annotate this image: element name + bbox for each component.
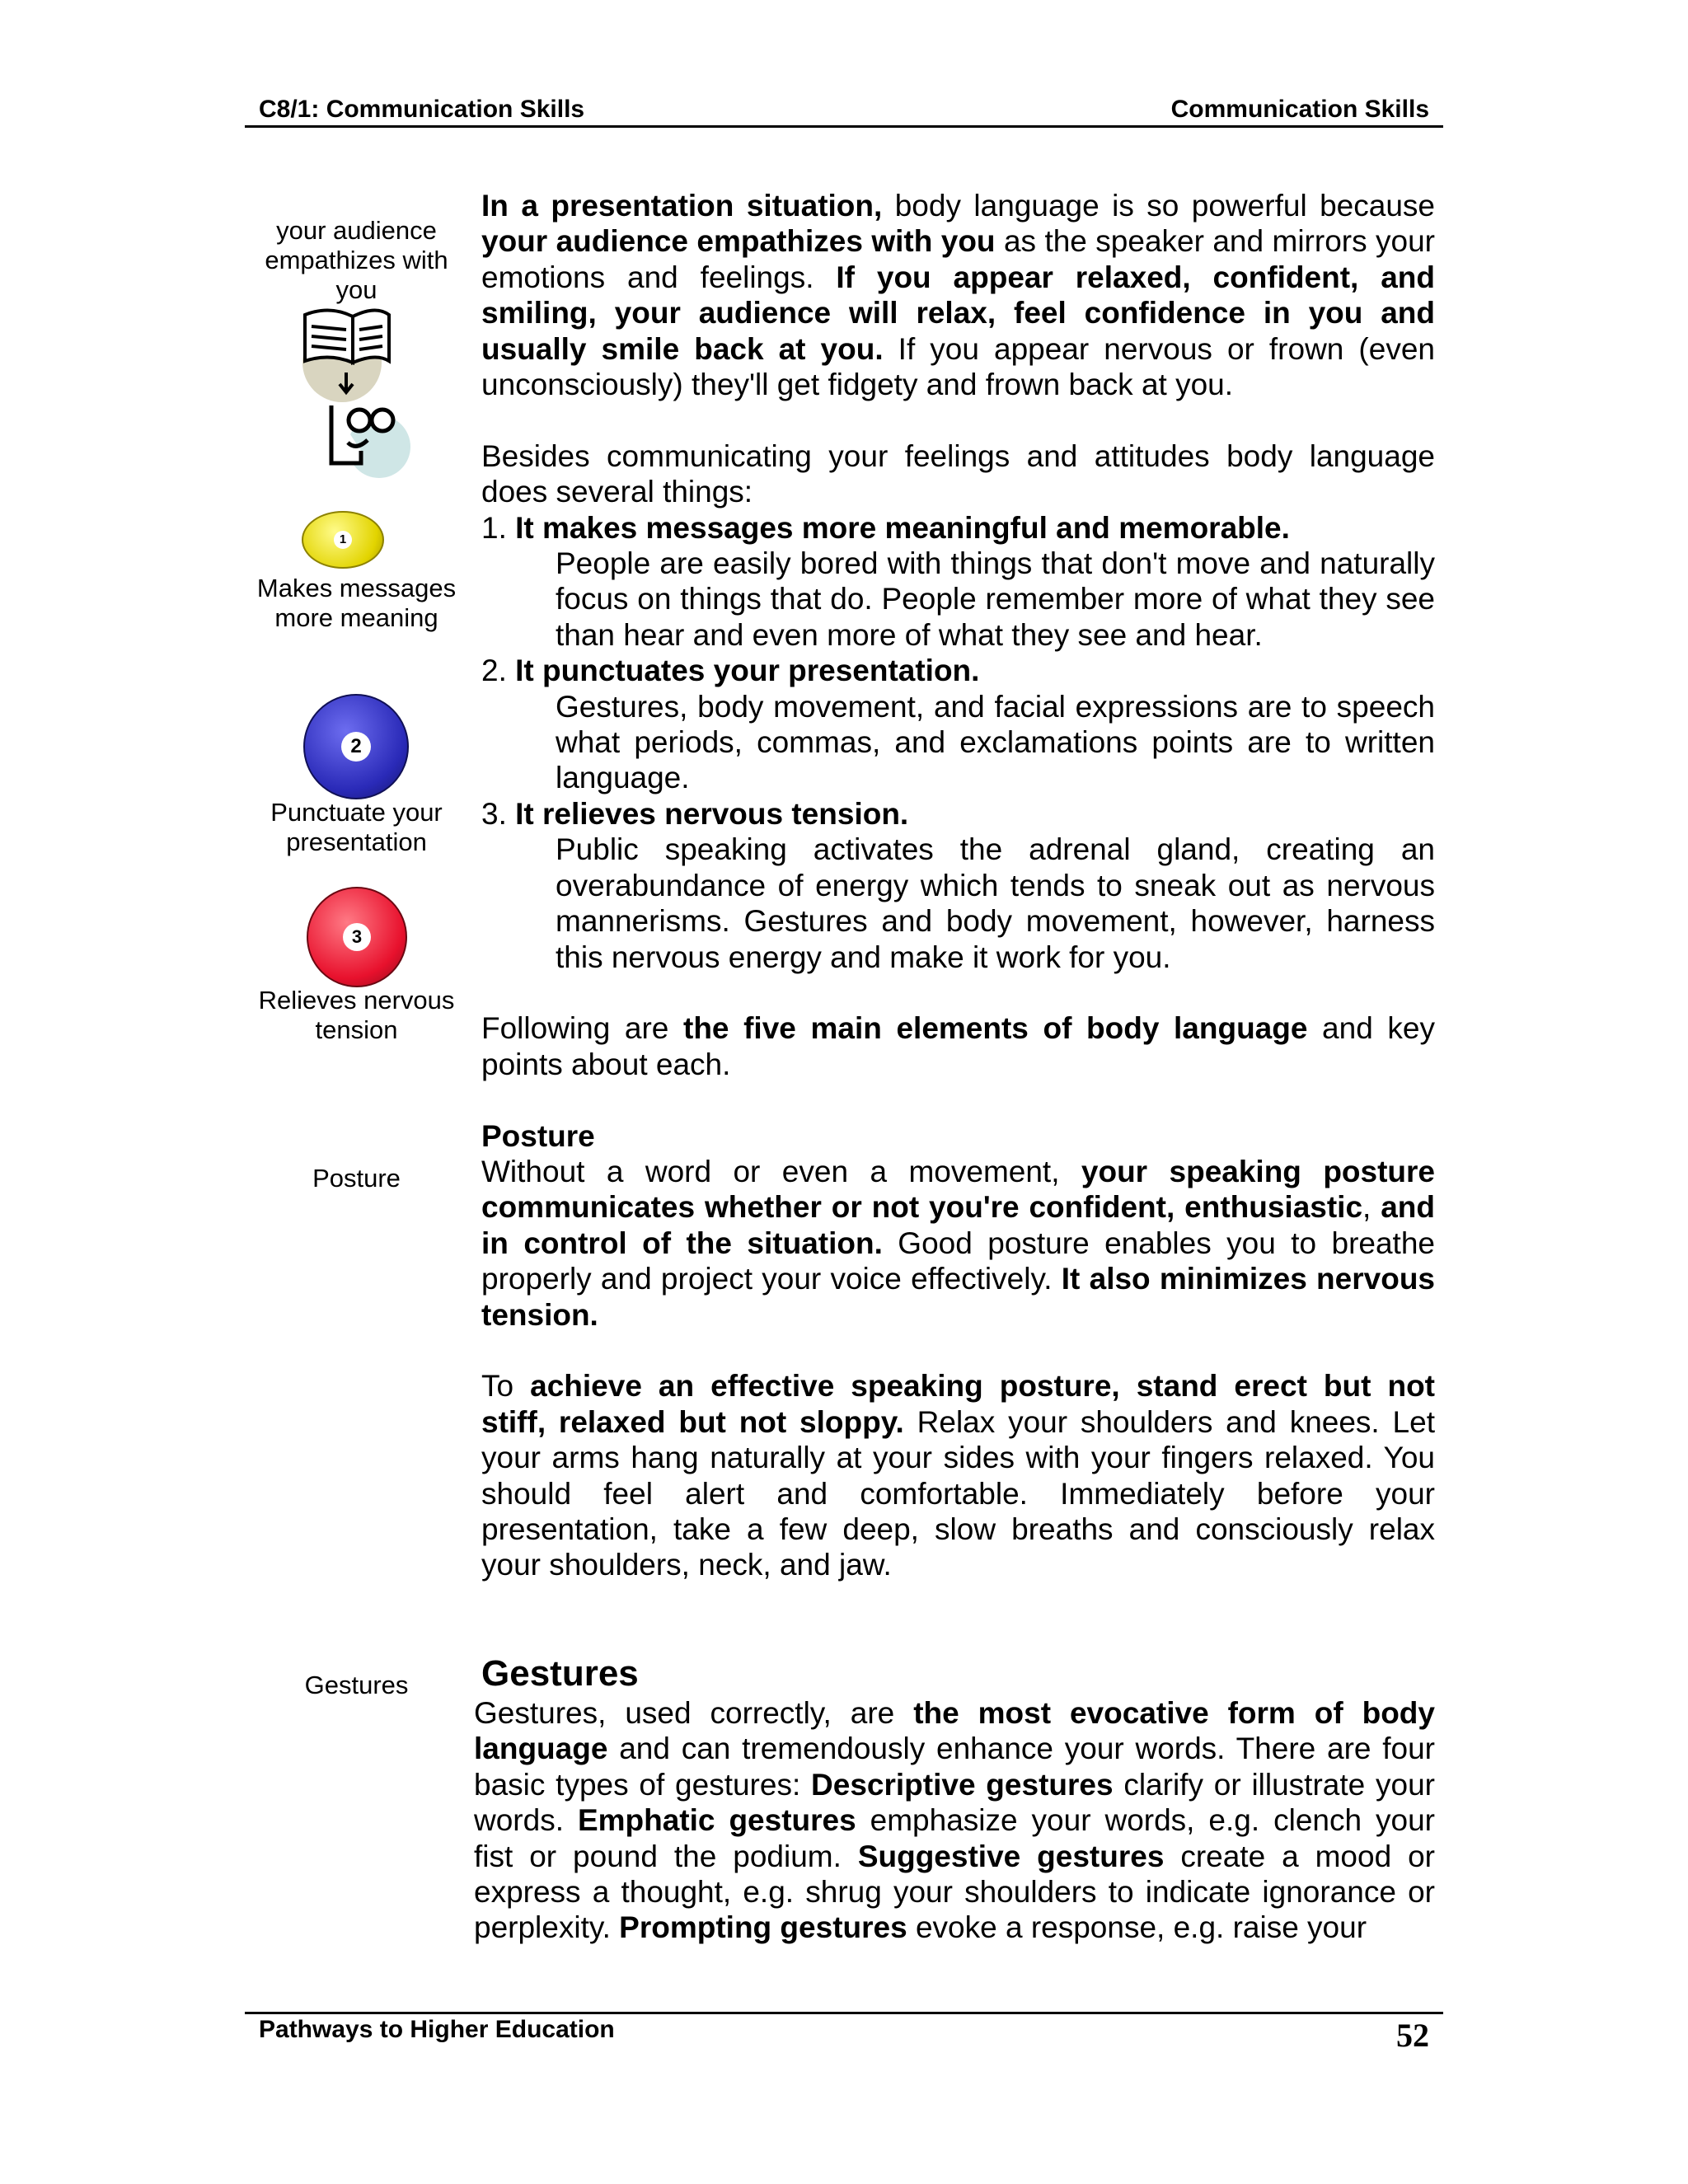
posture-heading: Posture bbox=[481, 1118, 595, 1153]
list-item-3-number: 3. bbox=[481, 796, 516, 831]
bold-run: your audience empathizes with you bbox=[481, 224, 996, 259]
ball-3-number: 3 bbox=[343, 923, 371, 951]
text-run: evoke a response, e.g. raise your bbox=[907, 1910, 1367, 1945]
bold-run: the most evocative form of body language bbox=[474, 1696, 1435, 1766]
list-item-3 bbox=[481, 796, 1435, 975]
text-run: create a mood or express a thought, e.g. shrug your shoulders to indicate ignorance or perplexity. bbox=[474, 1839, 1435, 1945]
bold-run: Prompting gestures bbox=[619, 1910, 907, 1945]
posture-paragraph-1 bbox=[481, 1154, 1435, 1333]
list-item-2-number: 2. bbox=[481, 654, 516, 688]
text-run: , bbox=[1362, 1190, 1381, 1225]
list-item-2-heading: It punctuates your presentation. bbox=[515, 654, 980, 688]
intro-paragraph bbox=[481, 188, 1435, 402]
sidebar-note-empathize: your audience empathizes with you bbox=[265, 216, 448, 304]
list-item-3-text: Public speaking activates the adrenal gland, creating an overabundance of energy which tends to sneak out as nervous mannerisms. Gestures and body movement, however, harness this nervous energy and make it work for you. bbox=[556, 832, 1435, 974]
list-item-2-title bbox=[481, 653, 1435, 688]
book-face-illustration bbox=[297, 298, 412, 488]
ball-1-shape bbox=[302, 511, 384, 569]
text-run: body language is so powerful because bbox=[882, 189, 1435, 223]
text-run: Good posture enables you to breathe properly and project your voice effectively. bbox=[481, 1226, 1435, 1296]
page-number: 52 bbox=[1396, 2017, 1429, 2054]
ball-2 bbox=[303, 694, 409, 799]
ball-2-shape bbox=[303, 694, 409, 799]
ball-3-shape bbox=[307, 887, 407, 987]
gestures-paragraph bbox=[474, 1695, 1435, 1946]
list-item-2 bbox=[481, 653, 1435, 796]
header-rule bbox=[245, 125, 1443, 128]
following-paragraph bbox=[481, 1010, 1435, 1082]
text-run: Without a word or even a movement, bbox=[481, 1154, 1081, 1188]
gestures-heading: Gestures bbox=[481, 1653, 639, 1694]
bold-run: It also minimizes nervous tension. bbox=[481, 1262, 1435, 1332]
ball-2-caption: Punctuate your presentation bbox=[270, 798, 443, 856]
bold-run: achieve an effective speaking posture, stand erect but not stiff, relaxed but not sloppy. bbox=[481, 1369, 1436, 1439]
text-run: and can tremendously enhance your words. There are four basic types of gestures: bbox=[474, 1732, 1435, 1802]
list-item-1-title bbox=[481, 510, 1435, 546]
bold-run: and in control of the situation. bbox=[481, 1190, 1435, 1260]
header-left: C8/1: Communication Skills bbox=[259, 96, 585, 123]
footer-rule bbox=[245, 2012, 1443, 2014]
sidebar-gestures: Gestures bbox=[304, 1671, 409, 1699]
text-run: clarify or illustrate your words. bbox=[474, 1767, 1435, 1838]
ball-3-caption: Relieves nervous tension bbox=[258, 986, 455, 1044]
list-item-3-heading: It relieves nervous tension. bbox=[515, 796, 909, 831]
bold-run: In a presentation situation, bbox=[481, 189, 883, 223]
sidebar-posture: Posture bbox=[312, 1164, 401, 1193]
ball-1-caption: Makes messages more meaning bbox=[256, 574, 457, 632]
text-run: as the speaker and mirrors your emotions and feelings. bbox=[481, 224, 1435, 294]
bold-run: Descriptive gestures bbox=[811, 1767, 1114, 1802]
text-run: emphasize your words, e.g. clench your fist or pound the podium. bbox=[474, 1803, 1435, 1873]
list-item-1 bbox=[481, 510, 1435, 654]
text-run: Gestures, used correctly, are bbox=[474, 1696, 914, 1730]
header-right: Communication Skills bbox=[1170, 96, 1429, 123]
text-run: If you appear nervous or frown (even unconsciously) they'll get fidgety and frown back at you. bbox=[481, 331, 1435, 402]
list-item-1-text: People are easily bored with things that don't move and naturally focus on things that do. People remember more of what they see than hear and even more of what they see and hear. bbox=[556, 546, 1435, 652]
bold-run: Suggestive gestures bbox=[857, 1839, 1165, 1873]
bold-run: the five main elements of body language bbox=[683, 1011, 1308, 1046]
things-paragraph: Besides communicating your feelings and attitudes body language does several things: bbox=[481, 438, 1435, 509]
main-content bbox=[481, 188, 1435, 1583]
text-run: and key points about each. bbox=[481, 1011, 1435, 1081]
ball-1-number: 1 bbox=[334, 531, 352, 549]
list-item-1-heading: It makes messages more meaningful and memorable. bbox=[515, 510, 1290, 545]
gestures-content bbox=[474, 1695, 1435, 1946]
list-item-2-text: Gestures, body movement, and facial expressions are to speech what periods, commas, and exclamations points are to written language. bbox=[556, 689, 1435, 795]
text-run: Relax your shoulders and knees. Let your arms hang naturally at your sides with your fingers relaxed. You should feel alert and comfortable. Immediately before your presentation, take a few deep, slow breaths and consciously relax your shoulders, neck, and jaw. bbox=[481, 1404, 1435, 1582]
footer-left: Pathways to Higher Education bbox=[259, 2016, 615, 2043]
text-run: To bbox=[481, 1369, 531, 1404]
bold-run: If you appear relaxed, confident, and smiling, your audience will relax, feel confidence in you and usually smile back at you. bbox=[481, 260, 1435, 366]
ball-1 bbox=[302, 511, 384, 569]
posture-paragraph-2 bbox=[481, 1368, 1435, 1582]
bold-run: Emphatic gestures bbox=[577, 1803, 856, 1838]
text-run: Following are bbox=[481, 1011, 683, 1046]
list-item-1-number: 1. bbox=[481, 510, 516, 545]
ball-2-number: 2 bbox=[341, 732, 371, 762]
list-item-3-title bbox=[481, 796, 1435, 832]
ball-3 bbox=[307, 887, 407, 987]
open-book-icon bbox=[305, 310, 389, 363]
bold-run: your speaking posture communicates whether or not you're confident, enthusiastic bbox=[481, 1154, 1436, 1225]
